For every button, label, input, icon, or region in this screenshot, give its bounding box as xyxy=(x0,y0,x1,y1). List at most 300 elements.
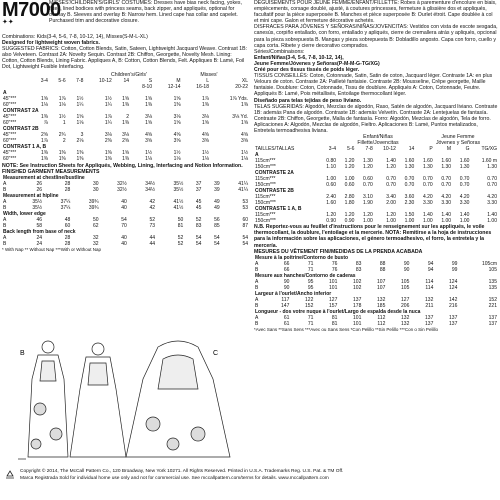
table-cell: B xyxy=(255,302,259,309)
table-cell: 1.90 xyxy=(363,200,373,207)
table-cell: 3⅝ xyxy=(202,137,209,144)
size-subheading: 12-14 xyxy=(167,83,181,90)
table-cell: 39¾ xyxy=(88,204,99,211)
table-cell: 73 xyxy=(149,222,156,229)
table-cell: 81 xyxy=(177,222,184,229)
table-cell: 0.70 xyxy=(422,176,433,183)
table-cell: 1⅝ xyxy=(122,149,130,156)
table-cell: 1¼ xyxy=(76,101,84,108)
table-cell: 2 xyxy=(62,137,66,144)
table-cell: 52 xyxy=(195,216,202,223)
created-fr: Créé pour des tissus tissés de poids léger. xyxy=(254,67,360,74)
table-cell: 0.70 xyxy=(386,176,396,183)
size-heading: 7-8 xyxy=(365,146,373,153)
table-cell: 28 xyxy=(64,234,71,241)
label-c: C xyxy=(213,350,219,357)
table-cell: 28 xyxy=(64,186,71,193)
table-cell: 127 xyxy=(401,296,410,303)
table-cell: 137 xyxy=(449,320,458,327)
table-cell: 1.00 xyxy=(363,218,373,225)
table-cell: 40 xyxy=(121,234,127,241)
table-cell: 127 xyxy=(329,296,338,303)
table-cell: 60 xyxy=(242,216,248,223)
table-cell: 102 xyxy=(353,278,362,285)
table-cell: 1⅝ xyxy=(202,119,209,126)
table-cell: 1.00 xyxy=(326,176,337,183)
section-title: Mesure à la poitrine/Contorno de busto xyxy=(255,254,349,261)
table-cell: 101 xyxy=(329,278,338,285)
table-cell: 3.30 xyxy=(422,200,433,207)
table-cell: 1⅜ xyxy=(58,155,66,162)
header xyxy=(2,0,249,26)
section-title: Largeur à l'ourlet/Ancho inferior xyxy=(255,290,332,297)
table-cell: 34½ xyxy=(145,186,156,193)
table-cell: 90 xyxy=(283,278,290,285)
table-cell: 45 xyxy=(195,198,202,205)
table-cell: 50 xyxy=(93,216,99,223)
table-cell: 1⅞ xyxy=(202,95,209,102)
table-cell: 42 xyxy=(149,198,156,205)
table-cell: 54 xyxy=(242,234,248,241)
table-cell: 0.70 xyxy=(386,182,396,189)
table-cell: 1⅞ xyxy=(40,137,48,144)
difficulty-stars: ✦✦ xyxy=(2,19,14,26)
table-cell: 0.70 xyxy=(363,182,373,189)
section-title: CONTRAST 2A xyxy=(3,107,39,114)
table-cell: 2.00 xyxy=(386,200,396,207)
table-cell: 30 xyxy=(93,186,99,193)
section-title: CONTRASTE 1 A, B xyxy=(255,206,302,213)
table-cell: 66 xyxy=(283,266,290,273)
table-cell: 137 xyxy=(425,320,434,327)
table-cell: 1¼ xyxy=(104,101,112,108)
table-cell: 1.40 xyxy=(441,212,452,219)
table-cell: 0.70 xyxy=(422,182,433,189)
table-cell: B xyxy=(255,266,259,273)
table-cell: 52 xyxy=(177,240,184,247)
table-cell: 152 xyxy=(488,296,497,303)
table-cell: 35½ xyxy=(32,204,43,211)
table-cell: 32½ xyxy=(117,180,127,187)
table-row xyxy=(2,156,249,162)
table-cell: 216 xyxy=(449,302,458,309)
table-cell: 40 xyxy=(121,204,127,211)
table-cell: 2.80 xyxy=(344,194,355,201)
table-cell: 1½ xyxy=(104,95,112,102)
table-cell: 1.40 xyxy=(487,212,497,219)
table-cell: 62 xyxy=(93,222,99,229)
table-cell: 1.60 xyxy=(404,158,415,165)
combinations: Combinations: Kids(3-4, 5-6, 7-8, 10-12, 14), Misses(S-M-L-XL) xyxy=(2,34,148,40)
table-cell: 1⅝ xyxy=(173,119,181,126)
description-en: MISSES'/CHILDREN'S/GIRLS' COSTUMES: Dresses have bias neck facing, yokes, fitted, lined bodices with princess seams, back zipper, and appliqués, optional for overlay B. Sleeves and overlay B: Narrow hem. Lined cape has collar and capelet. Purchased trim and decorative closure. xyxy=(49,0,242,24)
size-heading: 14 xyxy=(123,77,130,84)
table-cell: B xyxy=(3,204,7,211)
size-heading: XL xyxy=(241,77,248,84)
table-cell: 1.00 xyxy=(422,218,433,225)
table-cell: 60"*** xyxy=(3,101,17,108)
table-cell: 45"*** xyxy=(3,95,17,102)
table-cell: 1½ xyxy=(241,149,248,156)
fabrics-es: TELAS SUGERIDAS: Algodón, Mezclas de algodón, Raso, Satén de algodón, Jacquard liviano. Contraste 1B: además Pana de algodón. Contraste 1B: además Velvetín. Contraste 2A: Lentejuelas de fantasía. Contraste 2B: Chiffon, Georgette, Malla de fantasía. Forro: Algodón, Mezclas de algodón, Tela de forro. Aplicaciones A: Algodón, Mezclas de algodón, Fieltro. Aplicaciones B: Lamé, Puntos metalizados, Entretela termoadhesiva liviana. xyxy=(254,103,498,134)
table-cell: 137 xyxy=(449,314,458,321)
table-cell: 0.60 xyxy=(344,182,355,189)
table-cell: 150cm*** xyxy=(255,218,276,225)
group-children: Children's/Girls' xyxy=(111,71,147,78)
trademark-line: Marca Registrada Sold for individual home use only and not for commercial use. See mccallpattern.com/terms for details. www.mccallpattern.com xyxy=(20,476,329,481)
table-cell: 0.70 xyxy=(459,176,470,183)
table-cell: A xyxy=(255,260,259,267)
table-cell: 37 xyxy=(195,186,202,193)
table-cell: 26 xyxy=(36,186,43,193)
table-cell: A xyxy=(255,296,259,303)
table-cell: 3⅛ xyxy=(122,131,130,138)
description-fr: DÉGUISEMENTS POUR JEUNE FEMME/ENFANT/FILLETTE: Robes à parementure d'encolure en biais, empiècements, corsage doublé, ajusté, à coutures princesses, fermeture à glissière dos et appliqués, facultatif pour la pièce superposée B. Manches et pièce superposée B: Ourlet étroit. Cape doublée à col et mini cape. Galon et fermeture décorative achetés. xyxy=(254,0,497,25)
size-group-header-fr xyxy=(254,134,498,146)
table-cell: 132 xyxy=(377,296,386,303)
table-cell: 1⅝ xyxy=(145,95,153,102)
size-heading: S xyxy=(148,77,153,84)
table-cell: B xyxy=(3,222,7,229)
table-cell: 54 xyxy=(214,234,220,241)
table-cell: 85 xyxy=(214,222,220,229)
table-cell: 1⅜ xyxy=(104,149,112,156)
table-cell: 114 xyxy=(425,284,434,291)
table-cell: 1⅜ xyxy=(58,149,66,156)
group-misses-fr: Jeune Femme Jóvenes y Señoras xyxy=(435,134,481,147)
table-cell: 76 xyxy=(331,266,338,273)
table-cell: 1.00 xyxy=(404,218,415,225)
recycle-icon xyxy=(4,470,16,482)
table-cell: 4.20 xyxy=(487,194,497,201)
table-cell: 4⅝ xyxy=(241,131,248,138)
table-cell: 1.30 xyxy=(363,158,373,165)
table-cell: 101 xyxy=(353,320,362,327)
table-cell: 71 xyxy=(307,260,314,267)
fabrics-fr: TISSUS CONSEILLÉS: Coton, Cotonnade, Satin, Satin de coton, Jacquard léger. Contraste 1A: en plus Velours de coton. Contraste 2A: Pailleté fantaisie. Contraste 2B: Mousseline, Crêpe georgette, Maille fantaisie. Doublure: Coton, Cotonnade, Tissu de doublure. Appliqués A: Coton, Cotonnade, Feutre. Appliqués B: Lamé, Pois métallisés, Entoilage thermocollant léger. xyxy=(254,73,493,98)
table-cell: 137 xyxy=(425,314,434,321)
table-cell: 40 xyxy=(121,198,127,205)
section-title: Measurement at hipline xyxy=(3,192,59,199)
table-cell: 1⅛ xyxy=(241,155,248,162)
table-cell: 135 xyxy=(488,278,497,285)
table-cell: 1⅜ xyxy=(145,101,153,108)
table-cell: 87 xyxy=(242,222,248,229)
table-cell: 1⅜ xyxy=(104,155,112,162)
table-cell: 3⅛ xyxy=(145,113,153,120)
table-cell: 1⅛ xyxy=(145,155,153,162)
table-cell: 76 xyxy=(331,260,338,267)
table-cell: 3.10 xyxy=(363,194,373,201)
table-cell: 0.70 xyxy=(404,176,415,183)
table-cell: 221 xyxy=(488,302,497,309)
table-cell: 45"*** xyxy=(3,131,17,138)
table-cell: 4.20 xyxy=(441,194,452,201)
table-cell: 2.40 xyxy=(326,194,337,201)
table-cell: 60"*** xyxy=(3,137,17,144)
label-b: B xyxy=(20,350,25,357)
table-cell: 1.30 xyxy=(422,164,433,171)
table-cell: B xyxy=(255,320,259,327)
table-cell: 1⅜ xyxy=(173,101,181,108)
table-cell: 150cm*** xyxy=(255,164,276,171)
table-cell: 1.30 xyxy=(487,164,497,171)
table-cell: 24 xyxy=(36,234,43,241)
pattern-number: M7000 xyxy=(2,0,61,21)
table-cell: 90 xyxy=(403,260,410,267)
table-cell: 112 xyxy=(377,320,386,327)
table-cell: 54 xyxy=(214,240,220,247)
table-cell: 132 xyxy=(425,296,434,303)
designed-for: Designed for lightweight woven fabrics. xyxy=(2,40,100,47)
table-cell: 0.90 xyxy=(344,218,355,225)
section-title: A xyxy=(255,152,259,159)
size-heading: 10-12 xyxy=(383,146,396,153)
size-subheading: 16-18 xyxy=(196,83,209,90)
measurements-table xyxy=(2,175,249,247)
table-cell: 54 xyxy=(121,216,127,223)
table-cell: 107 xyxy=(377,278,386,285)
table-cell: 4⅝ xyxy=(173,131,181,138)
description-es: DISFRACES PARA JÓVENES Y SEÑORAS/NIÑAS/JOVENCITAS: Vestidos con vista de escote sesgada, canesús, corpiño entallado, con forro, entallado y apliqués, cierre de cremallera atrás y apliqués, opcional para la pieza sobrepuesta B. Mangas y pieza sobrepuesta B: Dobladillo angosto. Capa con forro, cuello y capa corta. Ribete y cierre decorativo comprados. xyxy=(254,24,498,49)
combos-es: Enfant/Niñas(3-4, 5-6, 7-8, 10-12, 14), xyxy=(254,54,344,61)
table-cell: 3 xyxy=(80,131,84,138)
size-heading: G xyxy=(465,146,470,153)
table-cell: 117 xyxy=(281,296,290,303)
table-cell: 1.60 xyxy=(422,158,433,165)
size-heading: 10-12 xyxy=(99,77,112,84)
table-cell: 1.20 xyxy=(386,164,396,171)
table-cell: 137 xyxy=(488,314,497,321)
table-cell: 1.60 xyxy=(441,158,452,165)
table-cell: A xyxy=(255,314,259,321)
size-heading: M xyxy=(176,77,181,84)
table-cell: 1⅜ xyxy=(202,101,209,108)
table-cell: 1.40 xyxy=(459,212,470,219)
table-cell: 61 xyxy=(283,320,290,327)
table-cell: 56 xyxy=(214,216,220,223)
table-cell: B xyxy=(3,186,7,193)
table-cell: 3⅝ xyxy=(241,137,248,144)
size-heading: 3-4 xyxy=(328,146,337,153)
table-cell: 0.90 xyxy=(326,218,337,225)
table-cell: 60"*** xyxy=(3,119,17,126)
table-cell: 46 xyxy=(36,216,43,223)
table-cell: 0.70 xyxy=(487,176,497,183)
table-cell: 83 xyxy=(355,266,362,273)
table-cell: 1⅛ xyxy=(202,155,209,162)
table-cell: 1⅝ xyxy=(145,119,153,126)
table-cell: 1.80 xyxy=(344,200,355,207)
table-cell: 1.60 m xyxy=(481,158,497,165)
table-cell: 26 xyxy=(36,180,43,187)
table-cell: 2.30 xyxy=(404,200,415,207)
table-cell: 81 xyxy=(331,320,338,327)
table-cell: 1.20 xyxy=(344,158,355,165)
table-cell: 71 xyxy=(307,314,314,321)
table-cell: 1.00 xyxy=(459,218,470,225)
table-cell: 90 xyxy=(283,284,290,291)
table-cell: 32 xyxy=(93,234,99,241)
table-cell: ⅞ xyxy=(43,119,48,126)
table-cell: 3.30 xyxy=(487,200,497,207)
table-cell: 1⅛ xyxy=(58,101,66,108)
table-cell: 3.60 xyxy=(404,194,415,201)
table-cell: 105 xyxy=(401,278,410,285)
metric-measurements-table xyxy=(254,255,498,327)
table-cell: 28 xyxy=(64,180,71,187)
table-cell: 115cm*** xyxy=(255,212,276,219)
table-cell: 54 xyxy=(195,240,202,247)
table-cell: 1.00 xyxy=(487,218,497,225)
table-cell: 3.40 xyxy=(386,194,396,201)
size-subheading: 20-22 xyxy=(235,83,248,90)
english-column xyxy=(2,0,249,253)
table-cell: 99 xyxy=(451,266,458,273)
table-cell: 1⅝ xyxy=(76,113,84,120)
table-cell: 1.20 xyxy=(386,212,396,219)
table-cell: 42 xyxy=(149,204,156,211)
table-cell: 2 xyxy=(126,113,130,120)
table-cell: 0.70 xyxy=(441,182,452,189)
table-cell: 132 xyxy=(401,314,410,321)
table-cell: 107 xyxy=(377,284,386,291)
table-cell: 105cm xyxy=(481,260,497,267)
table-cell: 150cm*** xyxy=(255,182,276,189)
table-cell: 124 xyxy=(449,284,458,291)
table-cell: 1⅝ xyxy=(122,95,130,102)
table-cell: 115cm*** xyxy=(255,176,276,183)
size-subheading: 8-10 xyxy=(142,83,153,90)
table-cell: 1⅞ Yds. xyxy=(229,95,248,102)
measures-title: MESURES DU VÊTEMENT FINI/MEDIDAS DE LA PRENDA ACABADA xyxy=(254,248,423,255)
table-cell: 1⅜ xyxy=(76,155,84,162)
table-cell: 66 xyxy=(283,260,290,267)
table-cell: 94 xyxy=(427,260,434,267)
table-cell: 1½ xyxy=(58,113,66,120)
table-cell: 83 xyxy=(195,222,202,229)
table-cell: 0.80 xyxy=(326,158,337,165)
table-cell: 2⅝ xyxy=(122,137,130,144)
section-title: CONTRAST 2B xyxy=(3,125,39,132)
table-cell: 1.30 xyxy=(404,164,415,171)
table-cell: 1.40 xyxy=(422,212,433,219)
table-cell: 3⅛ xyxy=(173,113,181,120)
section-title: CONTRAST 1 A, B xyxy=(3,143,47,150)
table-cell: 4.20 xyxy=(422,194,433,201)
table-cell: 37¼ xyxy=(60,198,71,205)
table-cell: 1⅛ xyxy=(76,119,84,126)
table-cell: 101 xyxy=(329,284,338,291)
table-cell: 185 xyxy=(377,302,386,309)
table-cell: 1.20 xyxy=(326,212,337,219)
notes: NOTE: See Instruction Sheets for Appliqués, Webbing, Lining, Interfacing and Notion Information. xyxy=(2,162,243,169)
footer xyxy=(0,466,500,500)
table-cell: 95 xyxy=(307,284,314,291)
table-cell: 3⅝ xyxy=(145,137,153,144)
table-cell: 1.30 xyxy=(459,164,470,171)
table-cell: 101 xyxy=(353,314,362,321)
suggested-fabrics: SUGGESTED FABRICS: Cotton, Cotton Blends, Satin, Sateen, Lightweight Jacquard Weave. Contrast 1B: also Velveteen. Contrast 2A: Novelty Sequin. Contrast 2B: Chiffon, Georgette, Novelty Mesh. Lining: Cotton, Cotton Blends, Lining Fabric. Appliques A, B: Cotton, Cotton Blends, Felt. Appliques B: Lamé, Foil Dot, Lightweight Fusible Interfacing. xyxy=(2,46,247,71)
table-cell: 34½ xyxy=(145,180,156,187)
table-cell: B xyxy=(3,240,7,247)
table-cell: 58 xyxy=(36,222,43,229)
table-cell: 54 xyxy=(195,234,202,241)
table-cell: 211 xyxy=(425,302,434,309)
table-cell: 4.20 xyxy=(459,194,470,201)
table-cell: 178 xyxy=(353,302,362,309)
table-cell: 99 xyxy=(451,260,458,267)
table-cell: 1.20 xyxy=(344,212,355,219)
table-cell: 37¼ xyxy=(60,204,71,211)
table-cell: 1⅜ xyxy=(40,155,48,162)
table-cell: 30 xyxy=(93,180,99,187)
table-cell: 4⅝ xyxy=(145,131,153,138)
table-cell: 39 xyxy=(214,180,220,187)
table-cell: 81 xyxy=(331,314,338,321)
size-heading: 5-6 xyxy=(58,77,66,84)
table-cell: 44 xyxy=(149,234,156,241)
table-cell: 132 xyxy=(401,320,410,327)
table-cell: 1.00 xyxy=(441,218,452,225)
table-cell: 1⅜ xyxy=(241,101,248,108)
table-cell: 41¼ xyxy=(238,186,248,193)
table-cell: 147 xyxy=(281,302,290,309)
table-cell: 52 xyxy=(177,234,184,241)
table-cell: 0.70 xyxy=(441,176,452,183)
table-cell: 1.50 xyxy=(404,212,415,219)
table-cell: 28 xyxy=(64,240,71,247)
size-heading: L xyxy=(206,77,209,84)
table-cell: 2⅜ xyxy=(104,137,112,144)
table-cell: 49 xyxy=(214,204,220,211)
table-cell: 1.00 xyxy=(386,218,396,225)
table-cell: 39 xyxy=(214,186,220,193)
section-title: Back length from base of neck xyxy=(3,228,76,235)
table-cell: 122 xyxy=(305,296,314,303)
metric-yardage-table xyxy=(254,146,498,224)
table-cell: 3.30 xyxy=(459,200,470,207)
table-cell: 1.40 xyxy=(386,158,396,165)
table-cell: 2¾ xyxy=(58,131,66,138)
table-cell: 115cm*** xyxy=(255,158,276,165)
table-cell: 115cm*** xyxy=(255,194,276,201)
table-cell: 0.70 xyxy=(459,182,470,189)
table-cell: 70 xyxy=(121,222,127,229)
table-cell: 1.10 xyxy=(326,164,337,171)
table-cell: 1.60 xyxy=(326,200,337,207)
table-cell: 0.60 xyxy=(326,182,337,189)
table-cell: 1⅜ xyxy=(122,101,130,108)
table-cell: 88 xyxy=(379,266,386,273)
table-cell: 112 xyxy=(377,314,386,321)
table-cell: 49 xyxy=(214,198,220,205)
table-cell: 1⅜ xyxy=(76,149,84,156)
table-cell: 105 xyxy=(401,284,410,291)
table-cell: 35½ xyxy=(173,180,184,187)
table-cell: 1⅜ xyxy=(40,149,48,156)
size-heading: 7-8 xyxy=(76,77,84,84)
table-cell: 83 xyxy=(355,260,362,267)
table-cell: 1⅝ xyxy=(173,95,181,102)
table-cell: 48 xyxy=(64,216,71,223)
table-cell: A xyxy=(3,216,7,223)
table-cell: 2⅛ xyxy=(76,137,84,144)
table-cell: A xyxy=(3,234,7,241)
table-cell: 44 xyxy=(149,240,156,247)
combos-fr: Séries/Combinaisons: xyxy=(254,48,305,55)
yardage-table xyxy=(2,78,249,162)
